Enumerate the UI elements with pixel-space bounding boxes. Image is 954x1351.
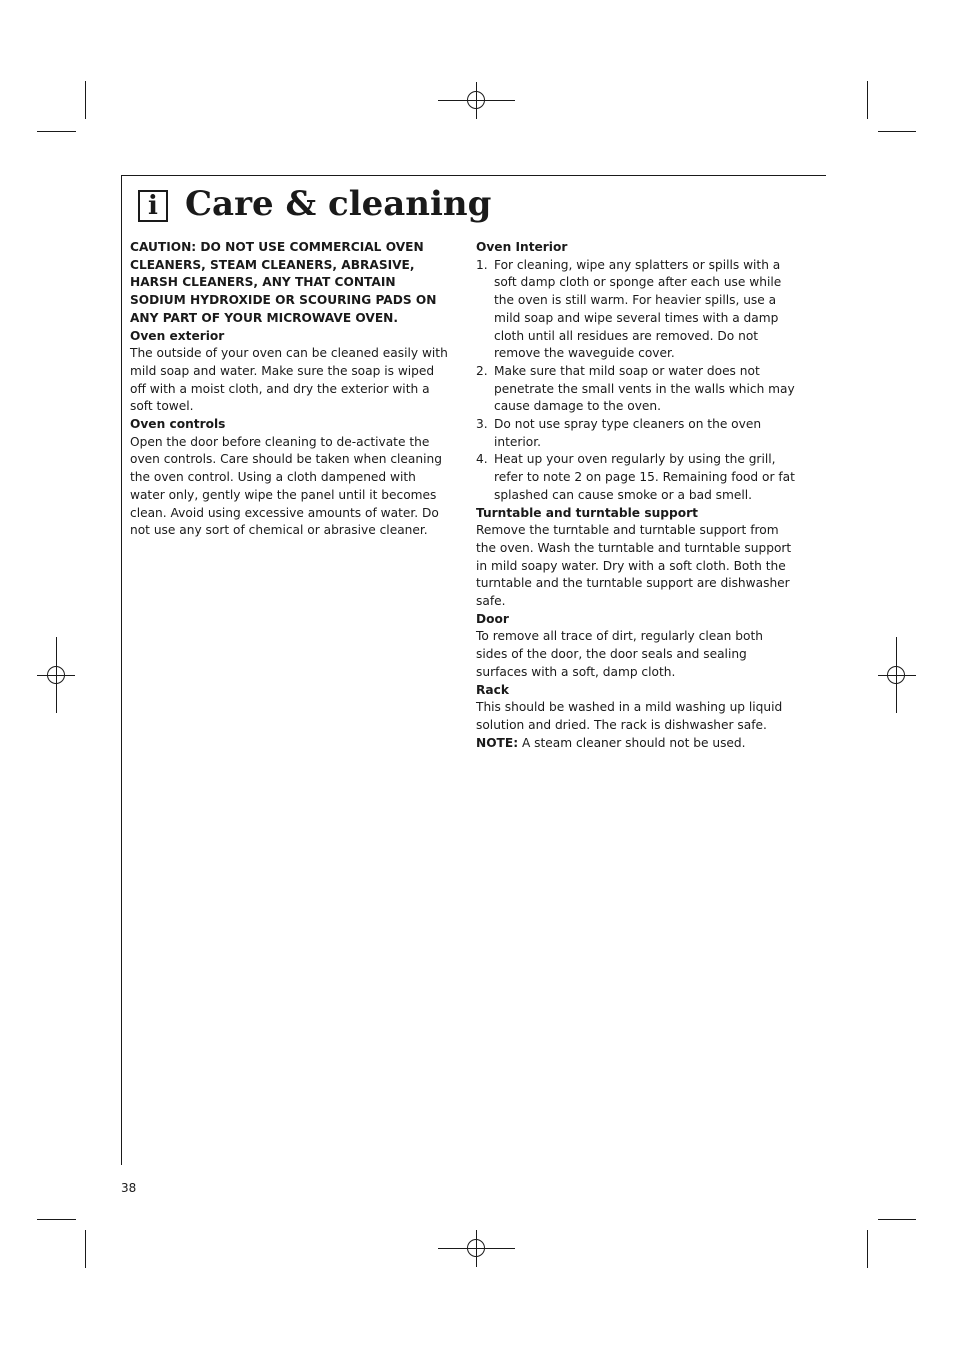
left-column xyxy=(130,239,450,540)
list-item: 2. Make sure that mild soap or water does not penetrate the small vents in the walls which may cause damage to the oven. xyxy=(476,363,795,414)
registration-circle xyxy=(467,91,485,109)
crop-mark xyxy=(85,1230,86,1268)
section-heading-turntable: Turntable and turntable support xyxy=(476,505,698,520)
title-rule xyxy=(121,175,826,176)
turntable-text: Remove the turntable and turntable support from the oven. Wash the turntable and turntable support in mild soapy water. Dry with a soft cloth. Both the turntable and the turntable support are dishwasher safe. xyxy=(476,523,792,609)
side-rule xyxy=(121,175,122,1165)
caution-text: CAUTION: DO NOT USE COMMERCIAL OVEN CLEANERS, STEAM CLEANERS, ABRASIVE, HARSH CLEANERS, ANY THAT CONTAIN SODIUM HYDROXIDE OR SCOURING PADS ON ANY PART OF YOUR MICROWAVE OVEN. xyxy=(130,240,437,325)
note xyxy=(476,735,798,753)
info-icon: i xyxy=(138,190,168,222)
section-heading-oven-interior: Oven Interior xyxy=(476,240,568,254)
list-item: 1. For cleaning, wipe any splatters or spills with a soft damp cloth or sponge after each use while the oven is still warm. For heavier spills, use a mild soap and wipe several times with a damp cloth until all residues are removed. Do not remove the waveguide cover. xyxy=(476,257,782,361)
crop-mark xyxy=(85,81,86,119)
page-number: 38 xyxy=(121,1181,137,1195)
registration-circle xyxy=(47,666,65,684)
oven-controls-text: Open the door before cleaning to de-activate the oven controls. Care should be taken when cleaning the oven control. Using a cloth dampened with water only, gently wipe the panel until it becomes clean. Avoid using excessive amounts of water. Do not use any sort of chemical or abrasive cleaner. xyxy=(130,434,442,538)
oven-exterior-text: The outside of your oven can be cleaned easily with mild soap and water. Make sure the soap is wiped off with a moist cloth, and dry the exterior with a soft towel. xyxy=(130,346,448,414)
crop-mark xyxy=(878,1219,916,1220)
section-heading-rack: Rack xyxy=(476,682,509,697)
crop-mark xyxy=(867,81,868,119)
section-heading-oven-exterior: Oven exterior xyxy=(130,328,225,343)
note-text: A steam cleaner should not be used. xyxy=(518,735,746,750)
section-heading-oven-controls: Oven controls xyxy=(130,417,226,432)
list-item: 3. Do not use spray type cleaners on the oven interior. xyxy=(476,417,762,449)
right-column xyxy=(476,239,798,752)
rack-text: This should be washed in a mild washing up liquid solution and dried. The rack is dishwasher safe. xyxy=(476,700,783,732)
door-text: To remove all trace of dirt, regularly clean both sides of the door, the door seals and sealing surfaces with a soft, damp cloth. xyxy=(476,629,763,679)
registration-circle xyxy=(887,666,905,684)
registration-circle xyxy=(467,1239,485,1257)
list-item: 4. Heat up your oven regularly by using the grill, refer to note 2 on page 15. Remaining food or fat splashed can cause smoke or a bad smell. xyxy=(476,452,795,502)
crop-mark xyxy=(37,131,76,132)
crop-mark xyxy=(867,1230,868,1268)
oven-interior-list xyxy=(476,257,798,505)
crop-mark xyxy=(878,131,916,132)
section-heading-door: Door xyxy=(476,611,509,626)
crop-mark xyxy=(37,1219,76,1220)
page-title: Care & cleaning xyxy=(185,184,492,224)
note-label: NOTE: xyxy=(476,735,519,750)
